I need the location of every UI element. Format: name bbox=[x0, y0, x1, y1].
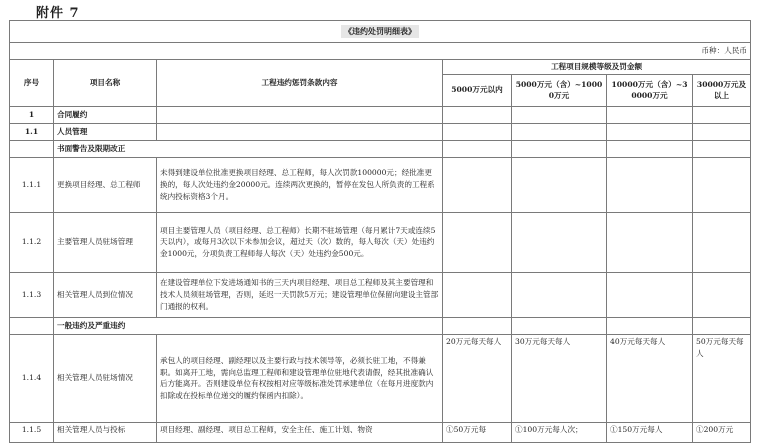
row-clause: 在建设管理单位下发进场通知书的三天内项目经理、项目总工程师及其主要管理和技术人员须驻场管理，否则，延迟一天罚款5万元；建设管理单位保留向建设主管部门通报的权利。 bbox=[157, 272, 443, 317]
table-row bbox=[10, 157, 751, 212]
row-no: 1.1.4 bbox=[10, 334, 54, 422]
table-row bbox=[10, 272, 751, 317]
penalty-scale-1: ①50万元每 bbox=[443, 422, 512, 442]
penalty-table bbox=[9, 20, 751, 443]
penalty-scale-1: 20万元每天每人 bbox=[443, 334, 512, 422]
header-clause: 工程违约惩罚条款内容 bbox=[157, 60, 443, 107]
penalty-scale-2: 30万元每天每人 bbox=[512, 334, 607, 422]
header-seq: 序号 bbox=[10, 60, 54, 107]
section-row-1 bbox=[10, 106, 751, 123]
table-title-row bbox=[10, 21, 751, 43]
row-no: 1.1.5 bbox=[10, 422, 54, 442]
row-name: 相关管理人员与投标 bbox=[54, 422, 157, 442]
row-clause: 项目主要管理人员（项目经理、总工程师）长期不驻场管理（每月累计7天或连续5天以内），或每月3次以下未参加会议，超过天（次）数的，每人每次（天）处违约金1000元，分项负责工程师每人每次（天）处违约金500元。 bbox=[157, 212, 443, 272]
row-clause: 承包人的项目经理、副经理以及主要行政与技术领导等，必须长驻工地，不得兼职。如离开工地，需向总监理工程师和建设管理单位驻地代表请假，经其批准确认后方能离开。否则建设单位有权按相对应等级标准处罚承建单位（在每月进度款内扣除或在投标单位递交的履约保函内扣除）。 bbox=[157, 334, 443, 422]
penalty-scale-4: 50万元每天每人 bbox=[693, 334, 751, 422]
header-row-1 bbox=[10, 60, 751, 75]
row-no: 1.1.2 bbox=[10, 212, 54, 272]
row-name: 相关管理人员驻场情况 bbox=[54, 334, 157, 422]
header-item-name: 项目名称 bbox=[54, 60, 157, 107]
penalty-scale-3: ①150万元每人 bbox=[607, 422, 693, 442]
currency-row bbox=[10, 43, 751, 60]
section-name: 人员管理 bbox=[54, 123, 157, 140]
row-name: 相关管理人员到位情况 bbox=[54, 272, 157, 317]
table-title: 《违约处罚明细表》 bbox=[341, 25, 419, 37]
header-scale-4: 30000万元及以上 bbox=[693, 74, 751, 106]
table-row bbox=[10, 212, 751, 272]
attachment-label: 附件 7 bbox=[36, 6, 80, 21]
penalty-scale-3: 40万元每天每人 bbox=[607, 334, 693, 422]
section-no: 1 bbox=[10, 106, 54, 123]
subsection-label: 书面警告及限期改正 bbox=[54, 140, 443, 157]
section-row-1-1 bbox=[10, 123, 751, 140]
penalty-scale-4: ①200万元 bbox=[693, 422, 751, 442]
penalty-scale-2: ①100万元每人次； bbox=[512, 422, 607, 442]
row-clause: 未得到建设单位批准更换项目经理、总工程师，每人次罚款100000元；经批准更换的，每人次处违约金20000元。连续两次更换的，暂停在发包人所负责的工程系统内投标资格3个月。 bbox=[157, 157, 443, 212]
row-no: 1.1.1 bbox=[10, 157, 54, 212]
header-scale-group: 工程项目规模等级及罚金额 bbox=[443, 60, 751, 75]
table-row bbox=[10, 422, 751, 442]
subsection-row-warning bbox=[10, 140, 751, 157]
table-row bbox=[10, 334, 751, 422]
header-scale-1: 5000万元以内 bbox=[443, 74, 512, 106]
section-no: 1.1 bbox=[10, 123, 54, 140]
row-clause: 项目经理、副经理、项目总工程师，安全主任、施工计划、物资 bbox=[157, 422, 443, 442]
section-name: 合同履约 bbox=[54, 106, 157, 123]
row-no: 1.1.3 bbox=[10, 272, 54, 317]
header-scale-2: 5000万元（含）~10000万元 bbox=[512, 74, 607, 106]
row-name: 更换项目经理、总工程师 bbox=[54, 157, 157, 212]
subsection-row-violation bbox=[10, 317, 751, 334]
row-name: 主要管理人员驻场管理 bbox=[54, 212, 157, 272]
header-scale-3: 10000万元（含）~30000万元 bbox=[607, 74, 693, 106]
subsection-label: 一般违约及严重违约 bbox=[54, 317, 443, 334]
currency-note: 币种：人民币 bbox=[10, 43, 751, 60]
